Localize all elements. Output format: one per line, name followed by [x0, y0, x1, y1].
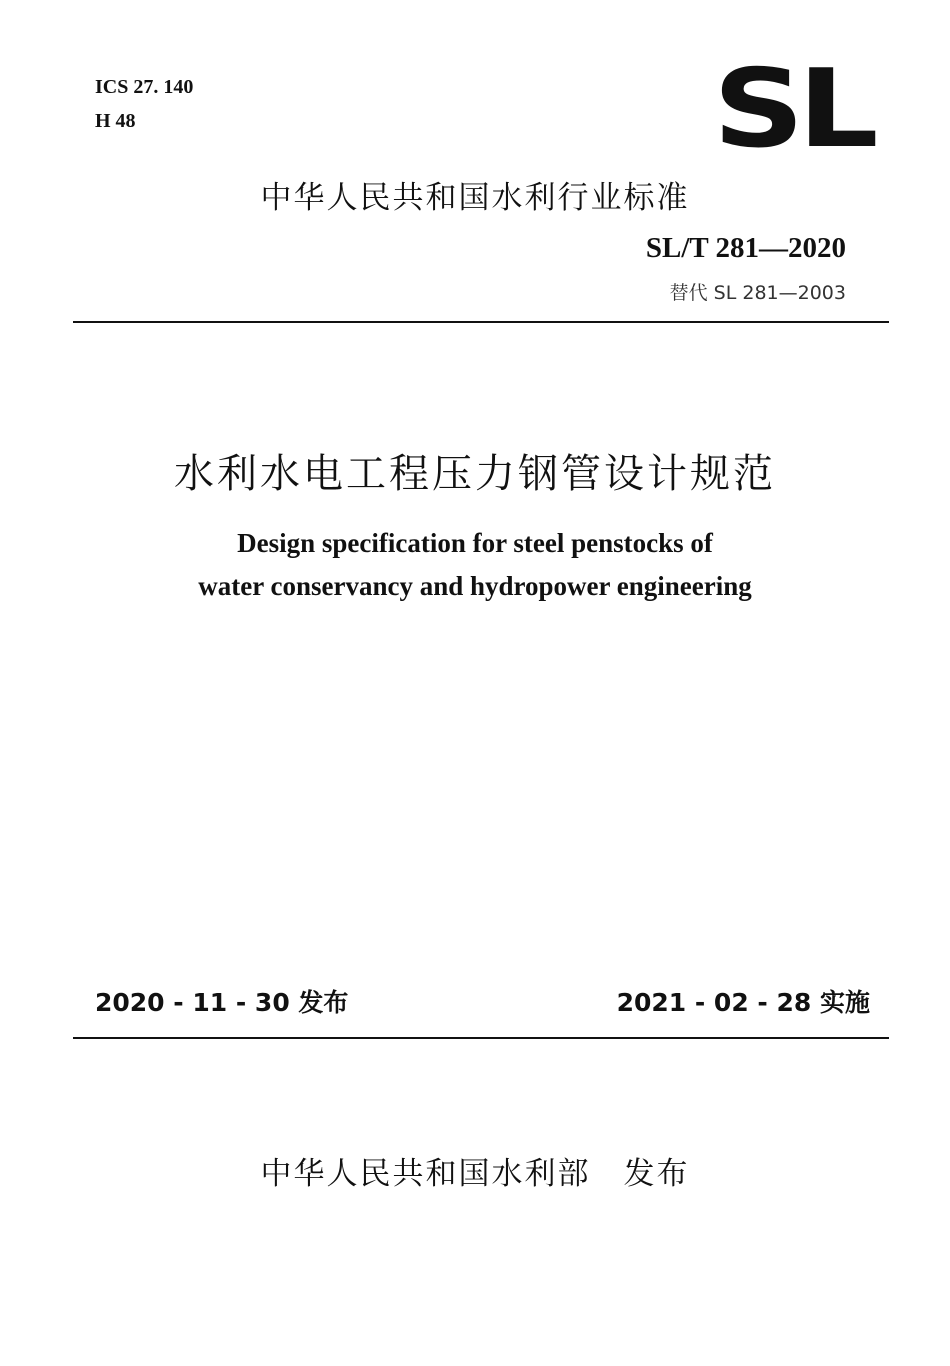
h-code: H 48: [95, 110, 136, 132]
sl-logo: SL: [713, 47, 872, 172]
bottom-divider: [73, 1037, 889, 1039]
document-title-en: [0, 522, 950, 608]
title-en-line-2: water conservancy and hydropower engineering: [198, 571, 752, 601]
classification-codes: [95, 70, 193, 138]
effective-date: 2021 - 02 - 28 实施: [616, 988, 870, 1017]
top-divider: [73, 321, 889, 323]
standard-code: SL/T 281—2020: [645, 232, 846, 264]
document-title-cn: 水利水电工程压力钢管设计规范: [174, 451, 776, 497]
ics-code: ICS 27. 140: [95, 76, 194, 98]
replaces-standard: 替代 SL 281—2003: [669, 282, 846, 304]
title-en-line-1: Design specification for steel penstocks of: [237, 528, 713, 558]
issue-date: 2020 - 11 - 30 发布: [95, 988, 349, 1017]
standard-category: 中华人民共和国水利行业标准: [260, 180, 690, 216]
issuing-authority: 中华人民共和国水利部 发布: [260, 1156, 690, 1192]
